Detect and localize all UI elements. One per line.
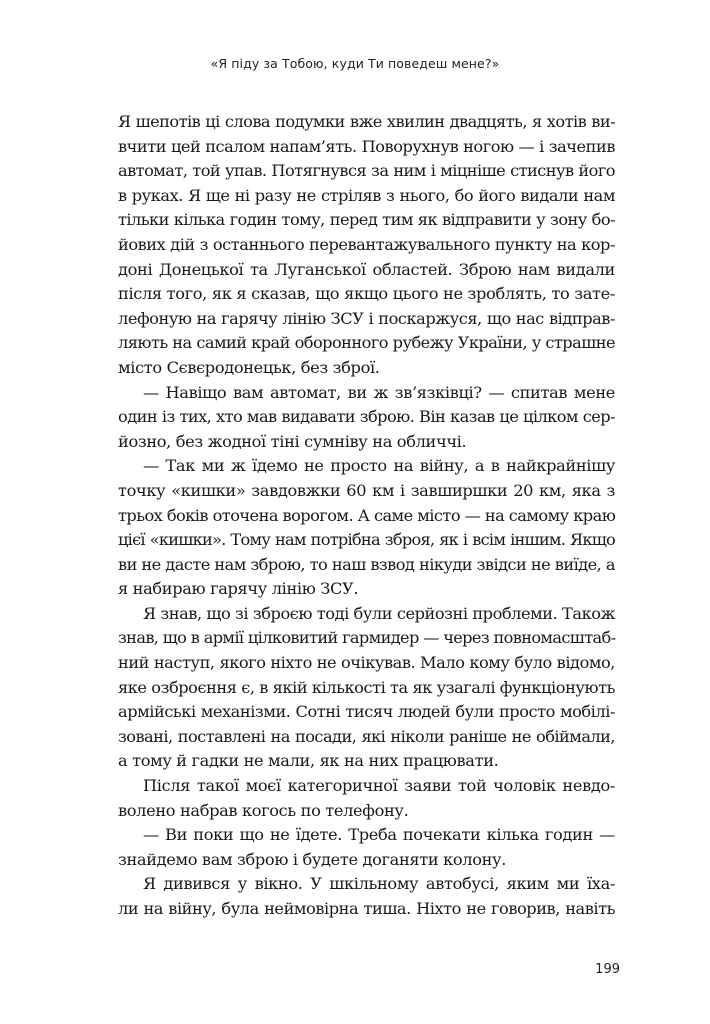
text-line: я набираю гарячу лінію ЗСУ. xyxy=(118,579,359,599)
text-line: Я дивився у вікно. У шкільному автобусі, яким ми їха- xyxy=(143,874,615,894)
text-line: точку «кишки» завдовжки 60 км і завширшки 20 км, яка з xyxy=(118,480,615,500)
text-line: цієї «кишки». Тому нам потрібна зброя, як і всім іншим. Якщо xyxy=(118,530,615,550)
text-line: зовані, поставлені на посади, які ніколи раніше не обіймали, xyxy=(118,726,615,746)
text-line: — Так ми ж їдемо не просто на війну, а в найкрайнішу xyxy=(143,456,615,476)
text-line: вчити цей псалом напам’ять. Поворухнув ногою — і зачепив xyxy=(118,136,615,156)
text-line: йозно, без жодної тіні сумніву на обличчі. xyxy=(118,431,467,451)
text-line: знав, що в армії цілковитий гармидер — через повномасштаб- xyxy=(118,628,616,648)
text-line: волено набрав когось по телефону. xyxy=(118,800,409,820)
text-line: Я знав, що зі зброєю тоді були серйозні проблеми. Також xyxy=(143,603,615,623)
text-line: — Ви поки що не їдете. Треба почекати кілька годин — xyxy=(143,825,615,845)
text-line: яке озброєння є, в якій кількості та як узагалі функціонують xyxy=(118,677,615,697)
running-head: «Я піду за Тобою, куди Ти поведеш мене?» xyxy=(210,56,500,71)
text-line: знайдемо вам зброю і будете доганяти колону. xyxy=(118,849,507,869)
text-line: один із тих, хто мав видавати зброю. Він казав це цілком сер- xyxy=(118,407,615,427)
text-line: місто Сєвєродонецьк, без зброї. xyxy=(118,357,380,377)
text-line: Після такої моєї категоричної заяви той чоловік невдо- xyxy=(143,776,615,796)
text-line: тільки кілька годин тому, перед тим як відправити у зону бо- xyxy=(118,210,615,230)
text-line: а тому й гадки не мали, як на них працювати. xyxy=(118,751,499,771)
text-line: в руках. Я ще ні разу не стріляв з нього, бо його видали нам xyxy=(118,185,615,205)
text-line: ли на війну, була неймовірна тиша. Ніхто не говорив, навіть xyxy=(118,899,615,918)
text-line: Я шепотів ці слова подумки вже хвилин двадцять, я хотів ви- xyxy=(118,112,615,131)
text-line: армійські механізми. Сотні тисяч людей були просто мобілі- xyxy=(118,702,615,722)
text-line: ний наступ, якого ніхто не очікував. Мало кому було відомо, xyxy=(118,653,615,673)
text-line: трьох боків оточена ворогом. А саме місто — на самому краю xyxy=(118,505,616,525)
text-line: після того, як я сказав, що якщо цього не зроблять, то зате- xyxy=(118,284,615,304)
text-line: лефоную на гарячу лінію ЗСУ і поскаржуся, що нас відправ- xyxy=(118,308,615,328)
text-line: ляють на самий край оборонного рубежу України, у страшне xyxy=(118,333,615,353)
text-line: автомат, той упав. Потягнувся за ним і міцніше стиснув його xyxy=(118,161,615,181)
text-line: ви не дасте нам зброю, то наш взвод нікуди звідси не виїде, а xyxy=(118,554,615,574)
body-text xyxy=(118,110,615,922)
text-line: доні Донецької та Луганської областей. Зброю нам видали xyxy=(118,259,615,279)
page-number: 199 xyxy=(595,962,620,977)
text-line: йових дій з останнього перевантажувального пункту на кор- xyxy=(118,234,615,254)
text-line: — Навіщо вам автомат, ви ж зв’язківці? — спитав мене xyxy=(143,382,615,402)
